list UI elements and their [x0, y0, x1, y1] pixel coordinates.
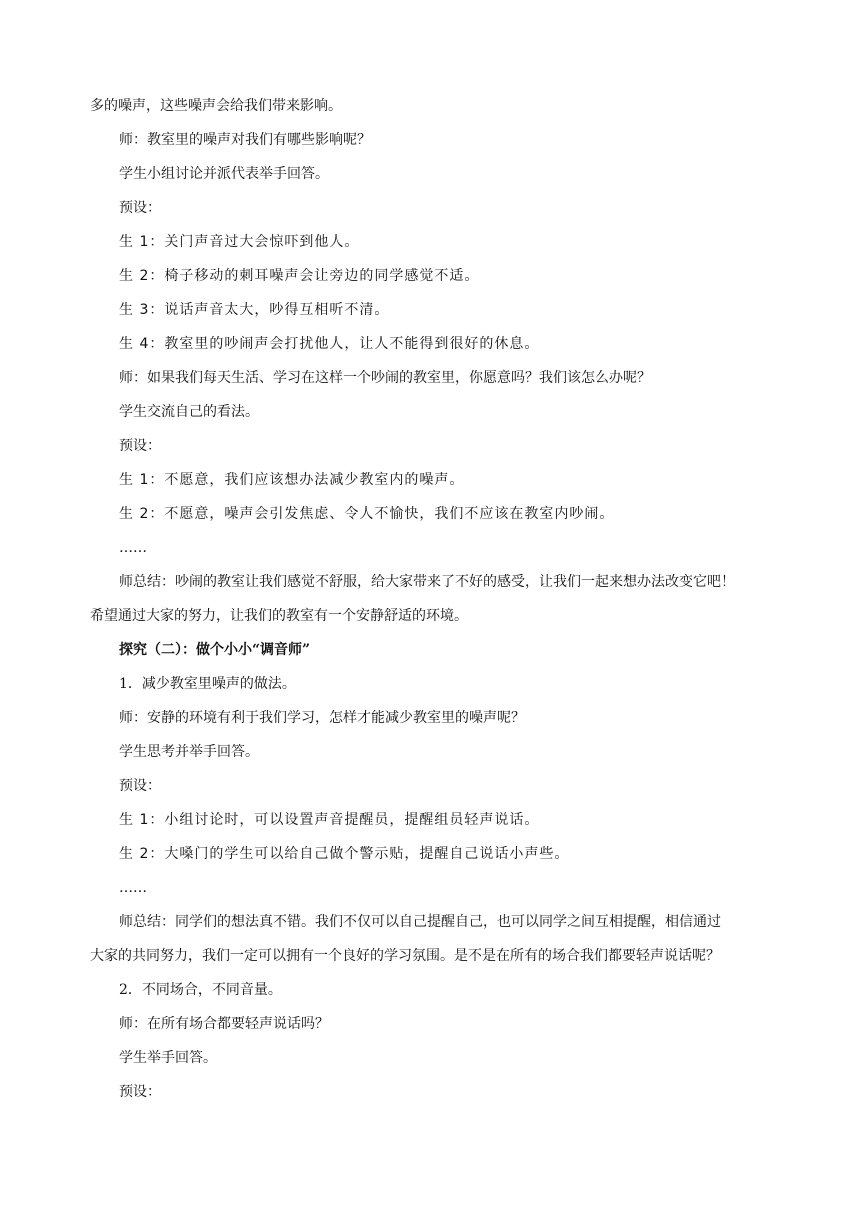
teacher-summary: 师总结：同学们的想法真不错。我们不仅可以自己提醒自己，也可以同学之间互相提醒，相信通过 — [119, 914, 721, 930]
section-heading: 探究（二）：做个小小“调音师” — [119, 642, 311, 658]
preset-label: 预设： — [119, 1084, 161, 1100]
preset-label: 预设： — [119, 200, 161, 216]
student-answer: 生 2：不愿意，噪声会引发焦虑、令人不愉快，我们不应该在教室内吵闹。 — [119, 506, 615, 522]
teacher-summary-continued: 希望通过大家的努力，让我们的教室有一个安静舒适的环境。 — [90, 608, 468, 624]
paragraph-line: 学生小组讨论并派代表举手回答。 — [119, 166, 329, 182]
student-answer: 生 2：大嗓门的学生可以给自己做个警示贴，提醒自己说话小声些。 — [119, 846, 570, 862]
teacher-question: 师：安静的环境有利于我们学习，怎样才能减少教室里的噪声呢？ — [119, 710, 525, 726]
student-answer: 生 4：教室里的吵闹声会打扰他人，让人不能得到很好的休息。 — [119, 336, 540, 352]
teacher-question: 师：如果我们每天生活、学习在这样一个吵闹的教室里，你愿意吗？我们该怎么办呢？ — [119, 370, 651, 386]
paragraph-line: 学生思考并举手回答。 — [119, 744, 259, 760]
paragraph-line: 多的噪声，这些噪声会给我们带来影响。 — [90, 98, 342, 114]
paragraph-line: 学生交流自己的看法。 — [119, 404, 259, 420]
student-answer: 生 1：小组讨论时，可以设置声音提醒员，提醒组员轻声说话。 — [119, 812, 540, 828]
student-answer: 生 2：椅子移动的刺耳噪声会让旁边的同学感觉不适。 — [119, 268, 480, 284]
teacher-question: 师：在所有场合都要轻声说话吗？ — [119, 1016, 329, 1032]
subsection-heading: 1．减少教室里噪声的做法。 — [119, 676, 296, 692]
teacher-summary: 师总结：吵闹的教室让我们感觉不舒服，给大家带来了不好的感受，让我们一起来想办法改变它吧！ — [119, 574, 735, 590]
preset-label: 预设： — [119, 438, 161, 454]
preset-label: 预设： — [119, 778, 161, 794]
subsection-heading: 2．不同场合，不同音量。 — [119, 982, 282, 998]
student-answer: 生 1：不愿意，我们应该想办法减少教室内的噪声。 — [119, 472, 465, 488]
student-answer: 生 3：说话声音太大，吵得互相听不清。 — [119, 302, 390, 318]
ellipsis: …… — [119, 540, 147, 556]
student-answer: 生 1：关门声音过大会惊吓到他人。 — [119, 234, 360, 250]
paragraph-line: 学生举手回答。 — [119, 1050, 217, 1066]
teacher-summary-continued: 大家的共同努力，我们一定可以拥有一个良好的学习氛围。是不是在所有的场合我们都要轻声说话呢？ — [90, 948, 720, 964]
teacher-question: 师：教室里的噪声对我们有哪些影响呢？ — [119, 132, 371, 148]
ellipsis: …… — [119, 880, 147, 896]
